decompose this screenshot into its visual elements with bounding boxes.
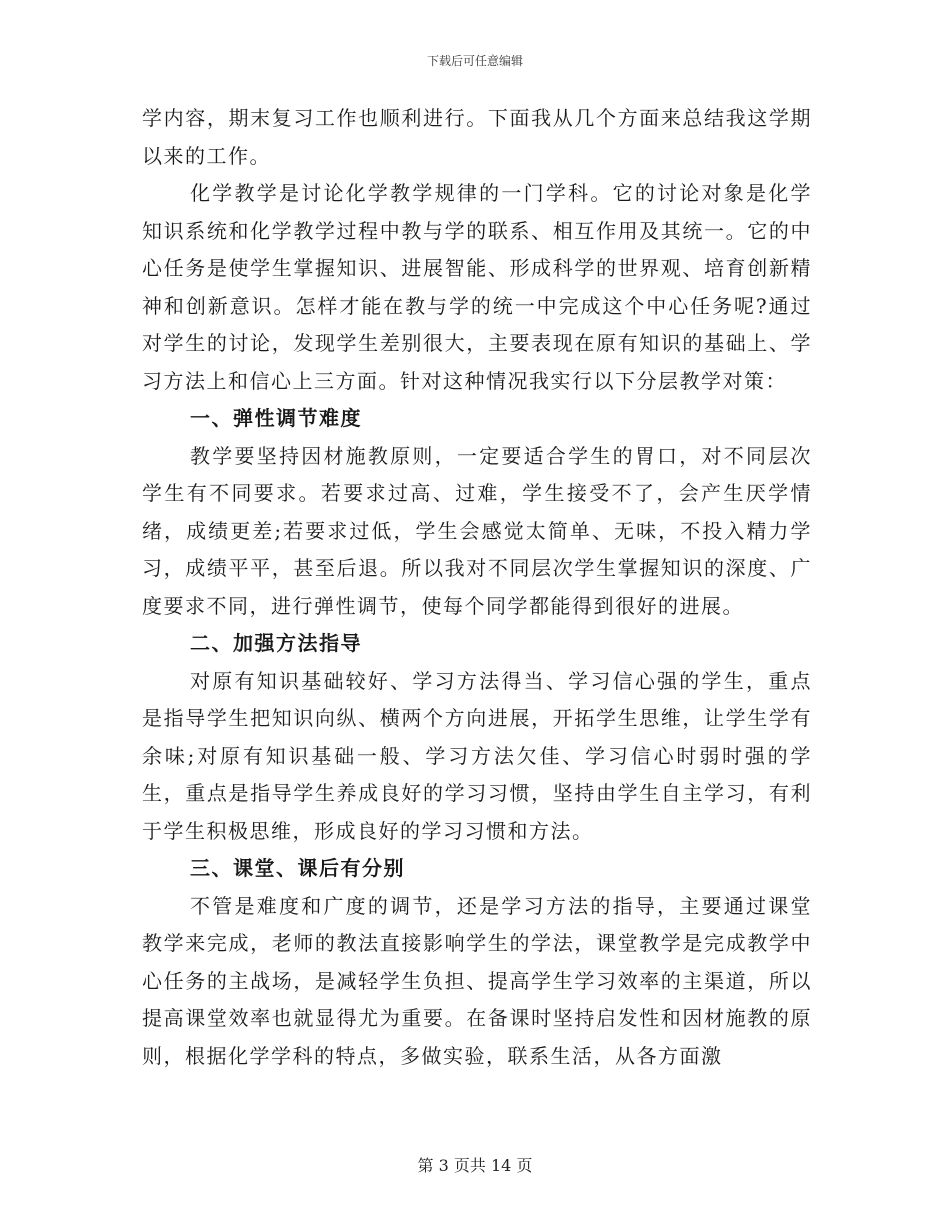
document-body — [142, 100, 812, 1075]
paragraph: 学内容，期末复习工作也顺利进行。下面我从几个方面来总结我这学期以来的工作。 — [142, 106, 812, 168]
section-heading: 三、课堂、课后有分别 — [190, 856, 405, 880]
section-heading: 二、加强方法指导 — [190, 631, 362, 655]
paragraph: 不管是难度和广度的调节，还是学习方法的指导，主要通过课堂教学来完成，老师的教法直接影响学生的学法，课堂教学是完成教学中心任务的主战场，是减轻学生负担、提高学生学习效率的主渠道，所以提高课堂效率也就显得尤为重要。在备课时坚持启发性和因材施教的原则，根据化学学科的特点，多做实验，联系生活，从各方面激 — [142, 893, 812, 1068]
page-header: 下载后可任意编辑 — [426, 54, 523, 68]
paragraph: 对原有知识基础较好、学习方法得当、学习信心强的学生，重点是指导学生把知识向纵、横两个方向进展，开拓学生思维，让学生学有余味;对原有知识基础一般、学习方法欠佳、学习信心时弱时强的学生，重点是指导学生养成良好的学习习惯，坚持由学生自主学习，有利于学生积极思维，形成良好的学习习惯和方法。 — [142, 668, 812, 843]
page-footer: 第 3 页共 14 页 — [417, 1156, 533, 1175]
paragraph: 化学教学是讨论化学教学规律的一门学科。它的讨论对象是化学知识系统和化学教学过程中教与学的联系、相互作用及其统一。它的中心任务是使学生掌握知识、进展智能、形成科学的世界观、培育创新精神和创新意识。怎样才能在教与学的统一中完成这个中心任务呢?通过对学生的讨论，发现学生差别很大，主要表现在原有知识的基础上、学习方法上和信心上三方面。针对这种情况我实行以下分层教学对策： — [142, 181, 812, 393]
section-heading: 一、弹性调节难度 — [190, 406, 362, 430]
paragraph: 教学要坚持因材施教原则，一定要适合学生的胃口，对不同层次学生有不同要求。若要求过高、过难，学生接受不了，会产生厌学情绪，成绩更差;若要求过低，学生会感觉太简单、无味，不投入精力学习，成绩平平，甚至后退。所以我对不同层次学生掌握知识的深度、广度要求不同，进行弹性调节，使每个同学都能得到很好的进展。 — [142, 443, 812, 618]
